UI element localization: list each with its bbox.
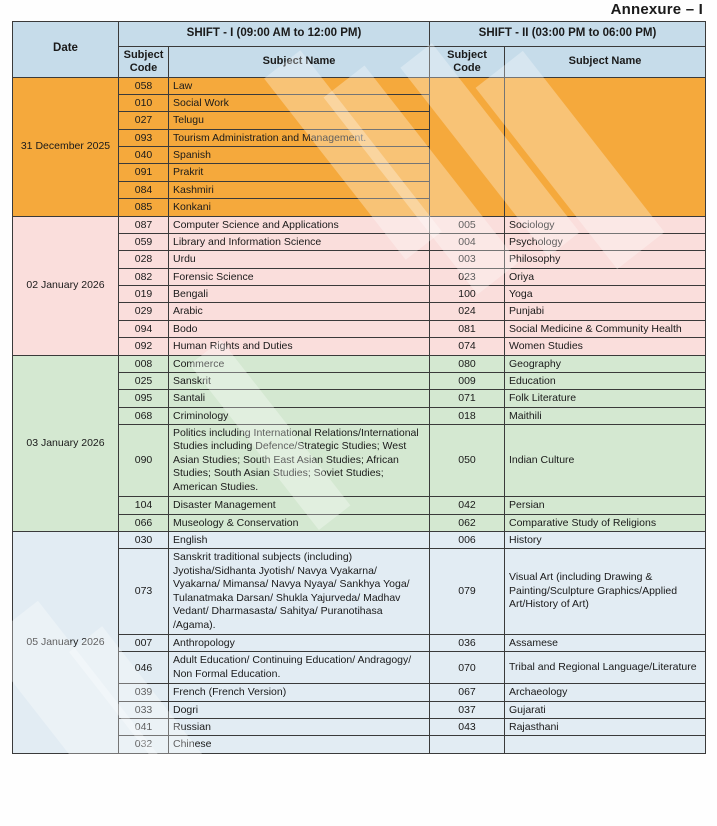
header-subject-code-shift2: Subject Code <box>430 46 505 77</box>
subject-name-shift1: Human Rights and Duties <box>169 338 430 355</box>
subject-code-shift2: 043 <box>430 718 505 735</box>
subject-name-shift2: Visual Art (including Drawing & Painting/Sculpture Graphics/Applied Art/History of Art) <box>505 549 706 635</box>
subject-code-shift2: 071 <box>430 390 505 407</box>
subject-name-shift2: Philosophy <box>505 251 706 268</box>
subject-name-shift2: Indian Culture <box>505 425 706 497</box>
subject-code-shift1: 046 <box>119 652 169 684</box>
subject-name-shift2: Gujarati <box>505 701 706 718</box>
subject-code-shift2: 036 <box>430 634 505 651</box>
subject-name-shift1: Adult Education/ Continuing Education/ Andragogy/ Non Formal Education. <box>169 652 430 684</box>
subject-code-shift1: 019 <box>119 286 169 303</box>
subject-name-shift2-empty <box>505 77 706 216</box>
subject-code-shift1: 093 <box>119 129 169 146</box>
subject-code-shift2: 062 <box>430 514 505 531</box>
subject-code-shift1: 104 <box>119 497 169 514</box>
subject-code-shift1: 058 <box>119 77 169 94</box>
subject-code-shift1: 041 <box>119 718 169 735</box>
subject-name-shift1: Computer Science and Applications <box>169 216 430 233</box>
subject-code-shift2: 080 <box>430 355 505 372</box>
subject-code-shift1: 082 <box>119 268 169 285</box>
subject-name-shift1: French (French Version) <box>169 684 430 701</box>
subject-code-shift1: 040 <box>119 147 169 164</box>
header-shift-2: SHIFT - II (03:00 PM to 06:00 PM) <box>430 22 706 47</box>
subject-code-shift2: 042 <box>430 497 505 514</box>
subject-code-shift2: 004 <box>430 233 505 250</box>
subject-code-shift1: 029 <box>119 303 169 320</box>
subject-name-shift1: Politics including International Relations/International Studies including Defence/Strategic Studies; West Asian Studies; South East Asian Studies; African Studies; South Asian Studies; Soviet Studies; American Studies. <box>169 425 430 497</box>
table-row <box>13 355 706 372</box>
subject-name-shift1: Anthropology <box>169 634 430 651</box>
subject-name-shift2: Social Medicine & Community Health <box>505 320 706 337</box>
header-subject-code-shift1: Subject Code <box>119 46 169 77</box>
subject-code-shift2: 023 <box>430 268 505 285</box>
table-body <box>13 77 706 753</box>
subject-name-shift1: Russian <box>169 718 430 735</box>
table-row <box>13 216 706 233</box>
subject-name-shift2: Folk Literature <box>505 390 706 407</box>
subject-name-shift1: Commerce <box>169 355 430 372</box>
exam-date-cell: 03 January 2026 <box>13 355 119 531</box>
subject-name-shift2: Yoga <box>505 286 706 303</box>
header-subject-name-shift2: Subject Name <box>505 46 706 77</box>
header-shift-1: SHIFT - I (09:00 AM to 12:00 PM) <box>119 22 430 47</box>
header-row-shifts <box>13 22 706 47</box>
subject-name-shift2: Geography <box>505 355 706 372</box>
subject-code-shift2: 024 <box>430 303 505 320</box>
subject-code-shift1: 092 <box>119 338 169 355</box>
subject-code-shift1: 059 <box>119 233 169 250</box>
subject-code-shift2: 006 <box>430 531 505 548</box>
subject-code-shift1: 090 <box>119 425 169 497</box>
subject-code-shift2 <box>430 736 505 753</box>
subject-name-shift2: History <box>505 531 706 548</box>
subject-code-shift1: 039 <box>119 684 169 701</box>
subject-name-shift2: Women Studies <box>505 338 706 355</box>
subject-name-shift1: Telugu <box>169 112 430 129</box>
subject-code-shift1: 032 <box>119 736 169 753</box>
subject-name-shift1: Library and Information Science <box>169 233 430 250</box>
subject-code-shift1: 027 <box>119 112 169 129</box>
subject-name-shift2: Maithili <box>505 407 706 424</box>
header-subject-name-shift1: Subject Name <box>169 46 430 77</box>
subject-code-shift2-empty <box>430 77 505 216</box>
subject-code-shift2: 009 <box>430 372 505 389</box>
table-row <box>13 531 706 548</box>
table-row <box>13 77 706 94</box>
subject-name-shift1: Sanskrit traditional subjects (including) Jyotisha/Sidhanta Jyotish/ Navya Vyakarna/ Vyakarna/ Mimansa/ Navya Nyaya/ Sankhya Yoga/ Tulanatmaka Darsan/ Shukla Yajurveda/ Madhav Vedant/ Dharmasasta/ Sahitya/ Puranotihasa /Agama). <box>169 549 430 635</box>
subject-code-shift2: 074 <box>430 338 505 355</box>
exam-date-cell: 31 December 2025 <box>13 77 119 216</box>
subject-name-shift1: Sanskrit <box>169 372 430 389</box>
subject-code-shift1: 010 <box>119 94 169 111</box>
subject-name-shift2: Psychology <box>505 233 706 250</box>
subject-code-shift1: 094 <box>119 320 169 337</box>
subject-code-shift2: 081 <box>430 320 505 337</box>
subject-name-shift1: Konkani <box>169 199 430 216</box>
subject-code-shift2: 018 <box>430 407 505 424</box>
subject-name-shift1: Bodo <box>169 320 430 337</box>
subject-name-shift2: Rajasthani <box>505 718 706 735</box>
subject-code-shift1: 007 <box>119 634 169 651</box>
subject-name-shift1: Bengali <box>169 286 430 303</box>
subject-code-shift1: 091 <box>119 164 169 181</box>
subject-code-shift2: 100 <box>430 286 505 303</box>
subject-name-shift1: Tourism Administration and Management. <box>169 129 430 146</box>
subject-name-shift2: Comparative Study of Religions <box>505 514 706 531</box>
subject-code-shift1: 030 <box>119 531 169 548</box>
subject-name-shift1: Santali <box>169 390 430 407</box>
subject-code-shift1: 068 <box>119 407 169 424</box>
subject-name-shift2: Oriya <box>505 268 706 285</box>
subject-name-shift1: Spanish <box>169 147 430 164</box>
subject-code-shift1: 028 <box>119 251 169 268</box>
subject-name-shift2: Punjabi <box>505 303 706 320</box>
subject-code-shift1: 084 <box>119 181 169 198</box>
header-date: Date <box>13 22 119 78</box>
subject-name-shift1: Kashmiri <box>169 181 430 198</box>
subject-name-shift1: Disaster Management <box>169 497 430 514</box>
subject-name-shift1: Dogri <box>169 701 430 718</box>
subject-code-shift1: 095 <box>119 390 169 407</box>
subject-name-shift2 <box>505 736 706 753</box>
subject-name-shift1: Law <box>169 77 430 94</box>
subject-code-shift2: 005 <box>430 216 505 233</box>
subject-code-shift2: 079 <box>430 549 505 635</box>
subject-code-shift1: 085 <box>119 199 169 216</box>
subject-name-shift2: Education <box>505 372 706 389</box>
subject-name-shift1: Museology & Conservation <box>169 514 430 531</box>
subject-name-shift1: Prakrit <box>169 164 430 181</box>
subject-name-shift2: Tribal and Regional Language/Literature <box>505 652 706 684</box>
subject-code-shift2: 037 <box>430 701 505 718</box>
subject-name-shift2: Assamese <box>505 634 706 651</box>
subject-code-shift1: 008 <box>119 355 169 372</box>
exam-date-cell: 05 January 2026 <box>13 531 119 753</box>
exam-date-cell: 02 January 2026 <box>13 216 119 355</box>
subject-code-shift1: 066 <box>119 514 169 531</box>
subject-name-shift2: Archaeology <box>505 684 706 701</box>
subject-name-shift1: Forensic Science <box>169 268 430 285</box>
table-header <box>13 22 706 78</box>
annexure-title: Annexure – I <box>610 1 703 18</box>
subject-code-shift2: 050 <box>430 425 505 497</box>
subject-name-shift1: Criminology <box>169 407 430 424</box>
subject-name-shift2: Persian <box>505 497 706 514</box>
subject-code-shift1: 025 <box>119 372 169 389</box>
subject-code-shift1: 033 <box>119 701 169 718</box>
subject-name-shift2: Sociology <box>505 216 706 233</box>
subject-code-shift1: 087 <box>119 216 169 233</box>
subject-code-shift1: 073 <box>119 549 169 635</box>
subject-code-shift2: 067 <box>430 684 505 701</box>
subject-name-shift1: Arabic <box>169 303 430 320</box>
subject-name-shift1: Chinese <box>169 736 430 753</box>
subject-name-shift1: English <box>169 531 430 548</box>
subject-name-shift1: Social Work <box>169 94 430 111</box>
subject-code-shift2: 070 <box>430 652 505 684</box>
exam-schedule-table <box>12 21 706 754</box>
subject-code-shift2: 003 <box>430 251 505 268</box>
subject-name-shift1: Urdu <box>169 251 430 268</box>
